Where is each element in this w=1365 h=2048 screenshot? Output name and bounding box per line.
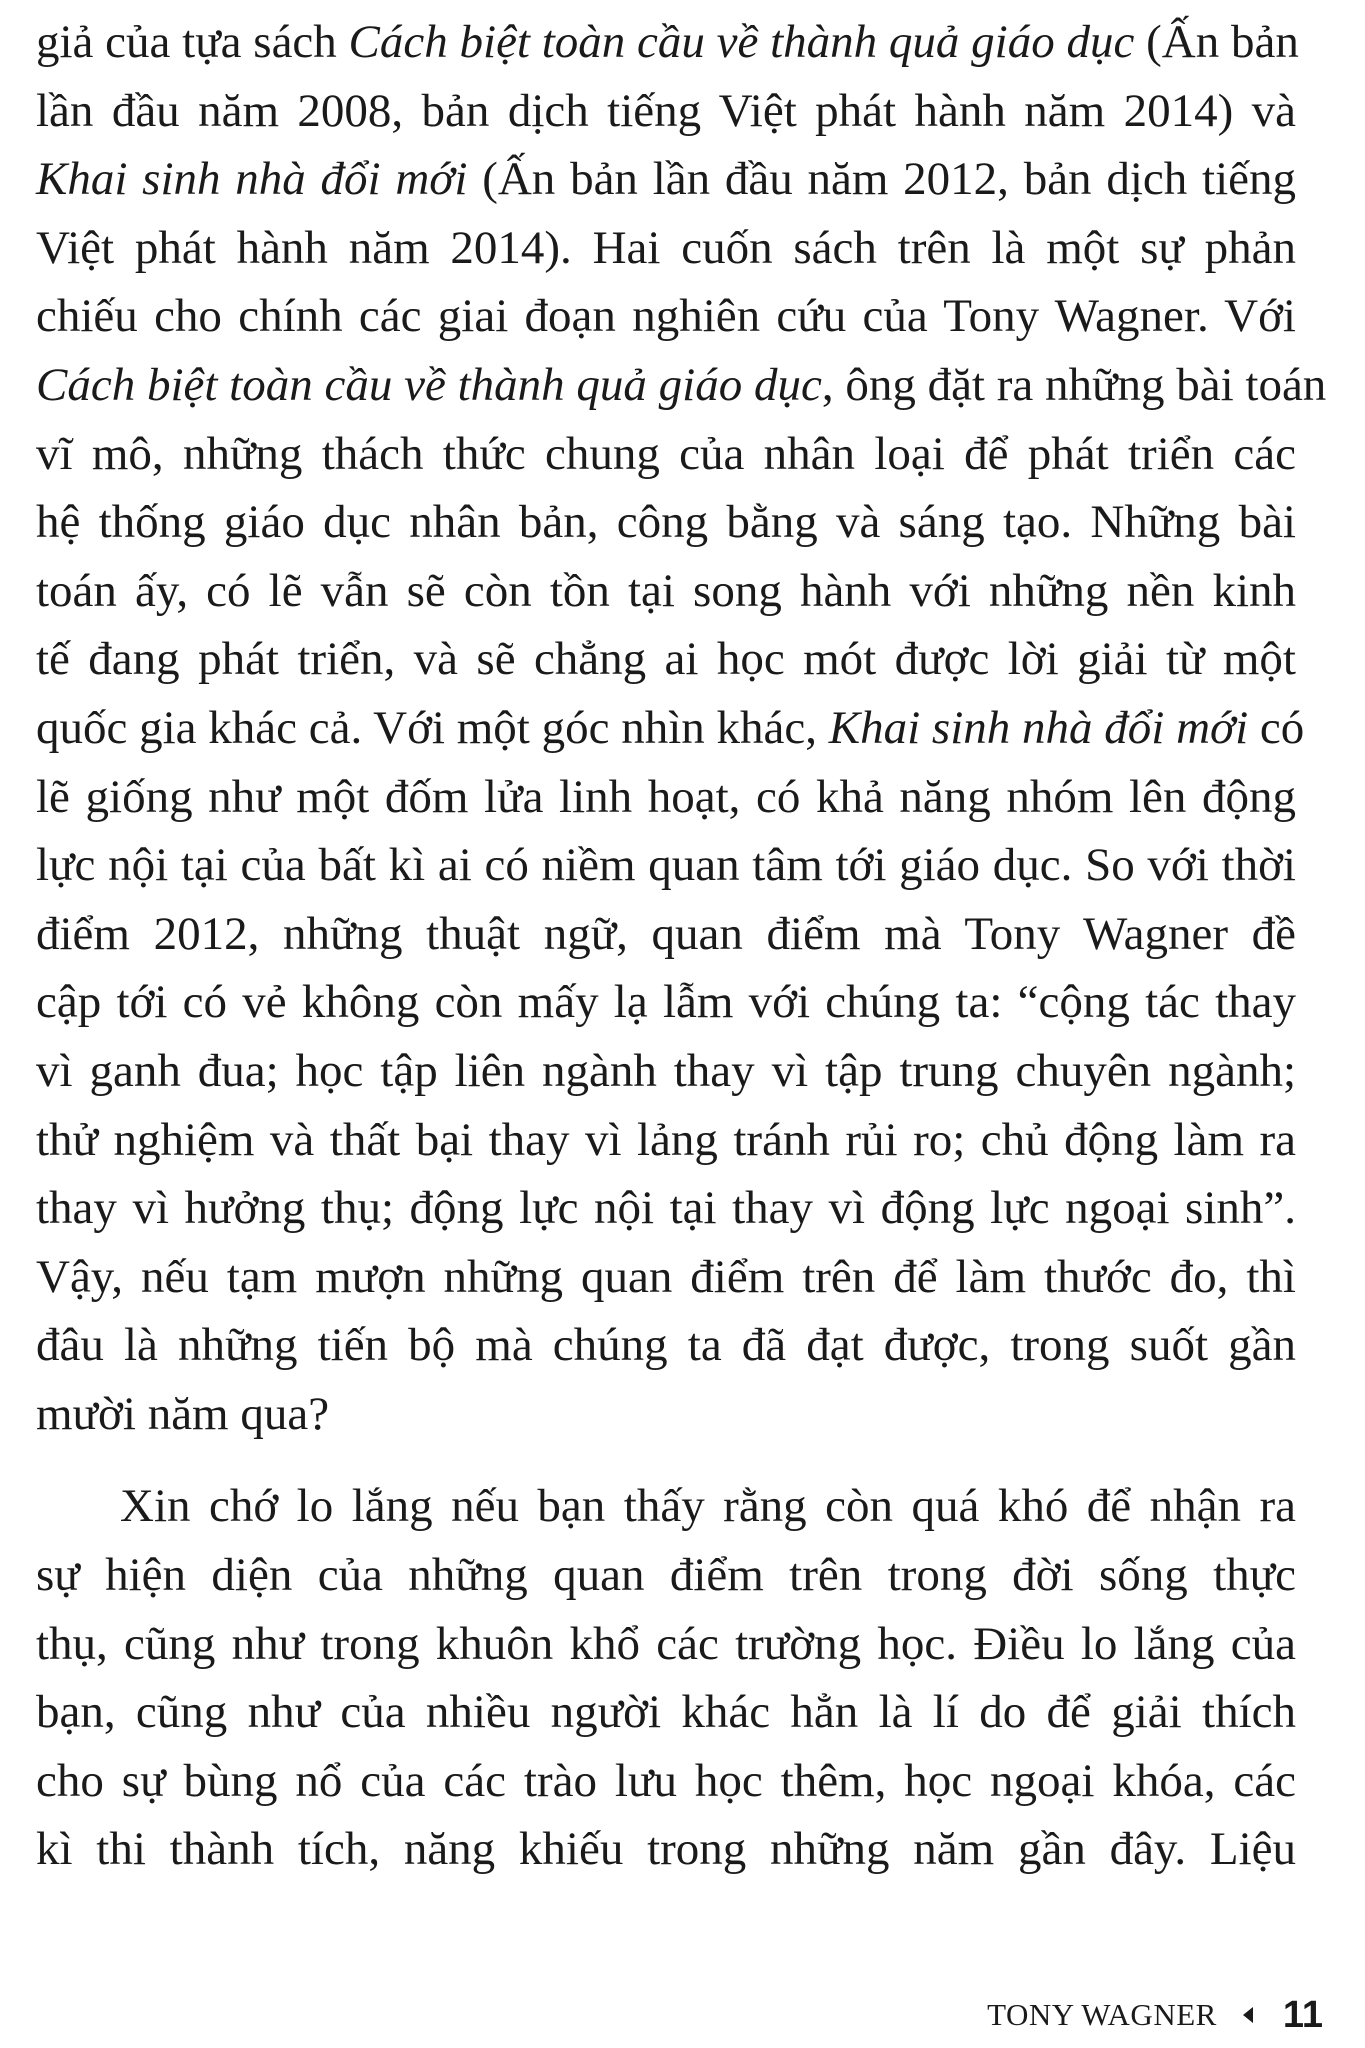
text-run: chiếu cho chính các giai đoạn nghiên cứu của Tony Wagner. Với	[36, 290, 1296, 343]
text-line	[36, 1311, 1296, 1380]
text-run: Việt phát hành năm 2014). Hai cuốn sách trên là một sự phản	[36, 221, 1296, 274]
book-title-italic: Cách biệt toàn cầu về thành quả giáo dục	[348, 16, 1135, 68]
text-line	[36, 763, 1296, 832]
page-footer	[987, 1990, 1323, 2040]
text-run: lẽ giống như một đốm lửa linh hoạt, có khả năng nhóm lên động	[36, 770, 1296, 823]
text-run: điểm 2012, những thuật ngữ, quan điểm mà Tony Wagner đề	[36, 907, 1296, 960]
text-run: Vậy, nếu tạm mượn những quan điểm trên để làm thước đo, thì	[36, 1250, 1296, 1303]
book-title-italic: Khai sinh nhà đổi mới	[36, 153, 468, 206]
text-run: lực nội tại của bất kì ai có niềm quan tâm tới giáo dục. So với thời	[36, 839, 1296, 892]
text-line	[36, 900, 1296, 969]
text-run: lần đầu năm 2008, bản dịch tiếng Việt phát hành năm 2014) và	[36, 84, 1296, 137]
text-run: đâu là những tiến bộ mà chúng ta đã đạt được, trong suốt gần	[36, 1319, 1296, 1372]
text-run: tế đang phát triển, và sẽ chẳng ai học mót được lời giải từ một	[36, 633, 1296, 686]
text-line	[36, 694, 1305, 763]
text-run: (Ấn bản lần đầu năm 2012, bản dịch tiếng	[467, 153, 1296, 206]
text-run: có	[1248, 701, 1305, 754]
text-line	[36, 1243, 1296, 1312]
left-triangle-icon	[1243, 2007, 1253, 2023]
text-line	[36, 625, 1296, 694]
text-run: (Ấn bản	[1134, 16, 1299, 68]
text-line	[36, 77, 1296, 146]
text-line	[36, 8, 1299, 77]
text-line	[36, 1815, 1296, 1884]
text-run: kì thi thành tích, năng khiếu trong những năm gần đây. Liệu	[36, 1823, 1296, 1876]
text-run: toán ấy, có lẽ vẫn sẽ còn tồn tại song hành với những nền kinh	[36, 564, 1296, 617]
text-run: thụ, cũng như trong khuôn khổ các trường học. Điều lo lắng của	[36, 1617, 1296, 1670]
body-text	[36, 8, 1327, 1884]
text-line	[36, 1610, 1296, 1679]
text-run: bạn, cũng như của nhiều người khác hẳn là lí do để giải thích	[36, 1686, 1296, 1739]
text-line	[36, 1541, 1296, 1610]
text-line	[36, 145, 1296, 214]
text-run: thử nghiệm và thất bại thay vì lảng tránh rủi ro; chủ động làm ra	[36, 1113, 1296, 1166]
text-line	[36, 831, 1296, 900]
paragraph-2	[36, 1472, 1296, 1884]
book-title-italic: Cách biệt toàn cầu về thành quả giáo dục	[36, 358, 822, 411]
running-head: TONY WAGNER	[987, 1997, 1217, 2032]
book-title-italic: Khai sinh nhà đổi mới	[828, 701, 1249, 754]
text-run: quốc gia khác cả. Với một góc nhìn khác,	[36, 701, 829, 754]
text-line	[36, 1678, 1296, 1747]
text-line	[36, 968, 1296, 1037]
text-line	[36, 351, 1327, 420]
text-line	[36, 1174, 1296, 1243]
text-run: cập tới có vẻ không còn mấy lạ lẫm với chúng ta: “cộng tác thay	[36, 976, 1296, 1029]
text-run: sự hiện diện của những quan điểm trên trong đời sống thực	[36, 1549, 1296, 1602]
text-run: hệ thống giáo dục nhân bản, công bằng và sáng tạo. Những bài	[36, 496, 1296, 549]
page-number: 11	[1282, 1993, 1323, 2036]
text-line	[36, 1747, 1296, 1816]
text-run: vĩ mô, những thách thức chung của nhân loại để phát triển các	[36, 427, 1296, 480]
text-line	[36, 420, 1296, 489]
text-line	[36, 1106, 1296, 1175]
text-line	[36, 1037, 1296, 1106]
text-run: Xin chớ lo lắng nếu bạn thấy rằng còn quá khó để nhận ra	[120, 1480, 1296, 1533]
text-run: cho sự bùng nổ của các trào lưu học thêm, học ngoại khóa, các	[36, 1754, 1296, 1807]
text-line	[36, 214, 1296, 283]
text-line	[36, 1380, 1296, 1449]
text-line	[36, 557, 1296, 626]
text-run: , ông đặt ra những bài toán	[821, 358, 1327, 411]
paragraph-1	[36, 8, 1327, 1448]
text-line	[36, 282, 1296, 351]
text-run: mười năm qua?	[36, 1387, 330, 1440]
paragraph-spacing	[36, 1448, 1296, 1472]
text-run: vì ganh đua; học tập liên ngành thay vì tập trung chuyên ngành;	[36, 1044, 1296, 1097]
text-run: thay vì hưởng thụ; động lực nội tại thay vì động lực ngoại sinh”.	[36, 1182, 1296, 1235]
text-line	[36, 488, 1296, 557]
text-line	[36, 1472, 1296, 1541]
text-run: giả của tựa sách	[36, 16, 349, 68]
